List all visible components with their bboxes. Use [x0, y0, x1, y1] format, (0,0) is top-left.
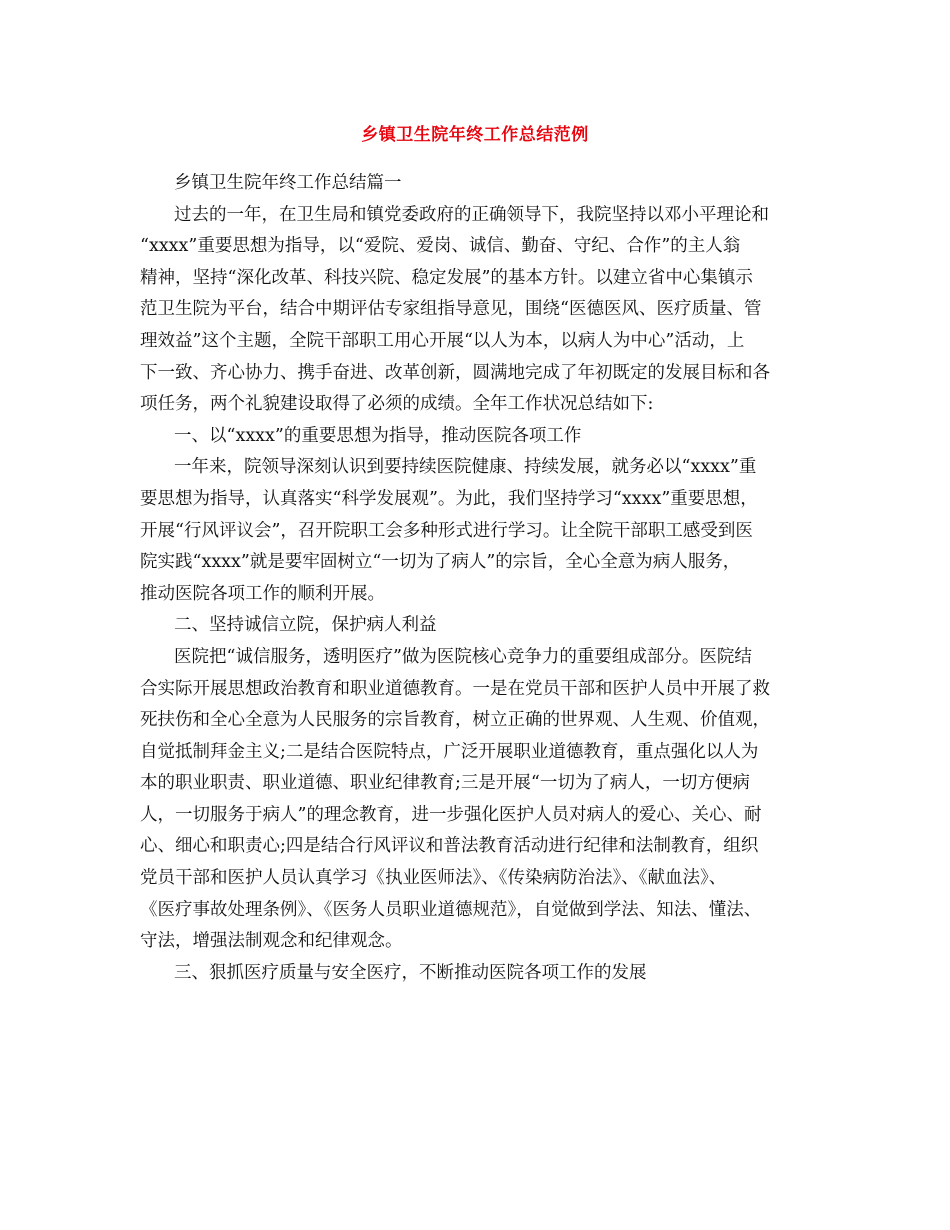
- text-line: 要思想为指导，认真落实“科学发展观”。为此，我们坚持学习“xxxx”重要思想，: [140, 488, 758, 509]
- text-line: 开展“行风评议会”，召开院职工会多种形式进行学习。让全院干部职工感受到医: [140, 520, 753, 541]
- text-line: 一年来，院领导深刻认识到要持续医院健康、持续发展，就务必以“xxxx”重: [174, 457, 757, 478]
- text-line: 精神，坚持“深化改革、科技兴院、稳定发展”的基本方针。以建立省中心集镇示: [140, 267, 753, 288]
- text-line: 范卫生院为平台，结合中期评估专家组指导意见，围绕“医德医风、医疗质量、管: [140, 299, 762, 320]
- text-line: 医院把“诚信服务，透明医疗”做为医院核心竞争力的重要组成部分。医院结: [174, 646, 752, 667]
- text-line: 三、狠抓医疗质量与安全医疗，不断推动医院各项工作的发展: [174, 962, 647, 983]
- text-line: 死扶伤和全心全意为人民服务的宗旨教育，树立正确的世界观、人生观、价值观，: [140, 710, 770, 731]
- text-line: 一、以“xxxx”的重要思想为指导，推动医院各项工作: [174, 425, 582, 446]
- text-line: 人，一切服务于病人”的理念教育，进一步强化医护人员对病人的爱心、关心、耐: [140, 804, 762, 825]
- text-line: 党员干部和医护人员认真学习《执业医师法》、《传染病防治法》、《献血法》、: [140, 868, 727, 889]
- text-line: 项任务，两个礼貌建设取得了必须的成绩。全年工作状况总结如下:: [140, 394, 654, 415]
- text-line: “xxxx”重要思想为指导，以“爱院、爱岗、诚信、勤奋、守纪、合作”的主人翁: [140, 236, 741, 257]
- text-line: 理效益”这个主题，全院干部职工用心开展“以人为本，以病人为中心”活动，上: [140, 330, 745, 351]
- text-line: 下一致、齐心协力、携手奋进、改革创新，圆满地完成了年初既定的发展目标和各: [140, 362, 770, 383]
- text-line: 过去的一年，在卫生局和镇党委政府的正确领导下，我院坚持以邓小平理论和: [174, 204, 769, 225]
- text-line: 院实践“xxxx”就是要牢固树立“一切为了病人”的宗旨，全心全意为病人服务，: [140, 552, 741, 573]
- text-line: 《医疗事故处理条例》、《医务人员职业道德规范》，自觉做到学法、知法、懂法、: [140, 899, 762, 920]
- text-line: 乡镇卫生院年终工作总结篇一: [174, 173, 402, 193]
- text-line: 守法，增强法制观念和纪律观念。: [140, 931, 403, 952]
- text-line: 合实际开展思想政治教育和职业道德教育。一是在党员干部和医护人员中开展了救: [140, 678, 770, 699]
- document-body: [140, 158, 830, 989]
- text-line: 本的职业职责、职业道德、职业纪律教育;三是开展“一切为了病人，一切方便病: [140, 773, 750, 794]
- text-line: 心、细心和职责心;四是结合行风评议和普法教育活动进行纪律和法制教育，组织: [140, 836, 759, 857]
- document-title: 乡镇卫生院年终工作总结范例: [361, 125, 589, 145]
- text-line: 二、坚持诚信立院，保护病人利益: [174, 615, 437, 636]
- text-line: 推动医院各项工作的顺利开展。: [140, 583, 385, 604]
- text-line: 自觉抵制拜金主义;二是结合医院特点，广泛开展职业道德教育，重点强化以人为: [140, 741, 759, 762]
